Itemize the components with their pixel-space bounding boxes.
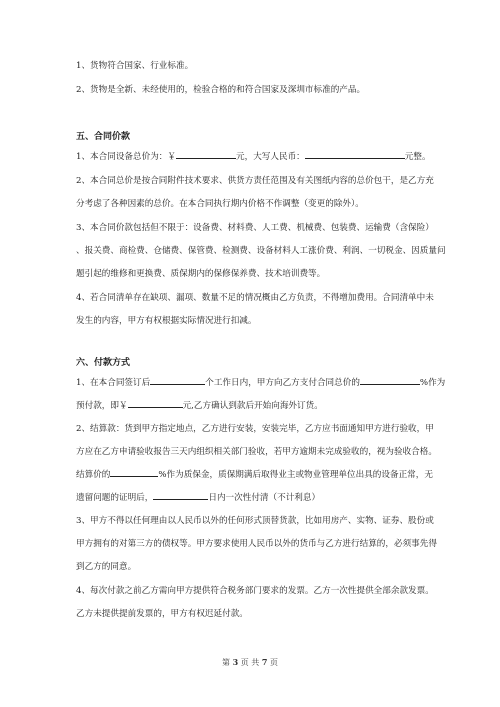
clause-text: 题引起的维修和更换费、质保期内的保修保养费、技术培训费等。	[76, 269, 326, 279]
clause-text: 甲方拥有的对第三方的债权等。甲方要求使用人民币以外的货币与乙方进行结算的，必须事先得	[76, 539, 437, 549]
clause-text: 1、在本合同签订后 个工作日内，甲方向乙方支付合同总价的 %作为	[76, 372, 426, 394]
blank-field	[150, 375, 205, 385]
clause-text: 遗留问题的证明后， 日内一次性付清（不计利息）	[76, 487, 426, 509]
blank-field	[128, 398, 183, 408]
clause-text: 方应在乙方申请验收报告三天内组织相关部门验收，若甲方逾期未完成验收的，视为验收合格。	[76, 447, 437, 457]
blank-field	[305, 149, 405, 159]
section-heading-payment: 六、付款方式	[76, 358, 131, 368]
clause-text: 分考虑了各种因素的总价。在本合同执行期内价格不作调整（变更的除外）。	[76, 199, 364, 209]
clause-text: 2、本合同总价是按合同附件技术要求、供货方责任范围及有关图纸内容的总价包干，是乙方充	[76, 176, 434, 186]
clause-text: 、报关费、商检费、仓储费、保管费、检测费、设备材料人工涨价费、利润、一切税金、因质量问	[76, 246, 446, 256]
clause-text: 预付款，即￥ 元,乙方确认到款后开始向海外订货。	[76, 395, 426, 417]
clause-text: 4、若合同清单存在缺项、漏项、数量不足的情况概由乙方负责，不得增加费用。合同清单中未	[76, 293, 434, 303]
clause-text: 到乙方的同意。	[76, 562, 137, 572]
blank-field	[153, 490, 208, 500]
clause-text: 4、每次付款之前乙方需向甲方提供符合税务部门要求的发票。乙方一次性提供全部余款发票。	[76, 586, 434, 596]
clause-text: 2、结算款：货到甲方指定地点，乙方进行安装，安装完毕，乙方应书面通知甲方进行验收，甲	[76, 424, 434, 434]
blank-field	[110, 467, 158, 477]
clause-text: 乙方未提供提前发票的，甲方有权迟延付款。	[76, 609, 248, 619]
section-heading-price: 五、合同价款	[76, 132, 131, 142]
current-page-number: 3	[232, 657, 239, 667]
clause-text: 结算价的 %作为质保金，质保期满后取得业主或物业管理单位出具的设备正常，无	[76, 464, 426, 486]
clause-text: 1、货物符合国家、行业标准。	[76, 61, 194, 71]
clause-text: 2、货物是全新、未经使用的，检验合格的和符合国家及深圳市标准的产品。	[76, 85, 366, 95]
total-page-count: 7	[261, 657, 268, 667]
clause-text: 3、甲方不得以任何理由以人民币以外的任何形式顶替货款，比如用房产、实物、证券、股份或	[76, 516, 434, 526]
page-footer: 第 3 页 共 7 页	[222, 657, 278, 667]
clause-text: 1、本合同设备总价为：￥ 元，大写人民币： 元整。	[76, 146, 426, 168]
clause-text: 3、本合同价款包括但不限于：设备费、材料费、人工费、机械费、包装费、运输费（含保险）	[76, 223, 434, 233]
clause-text: 发生的内容，甲方有权根据实际情况进行扣减。	[76, 316, 257, 326]
blank-field	[176, 149, 236, 159]
blank-field	[360, 375, 420, 385]
